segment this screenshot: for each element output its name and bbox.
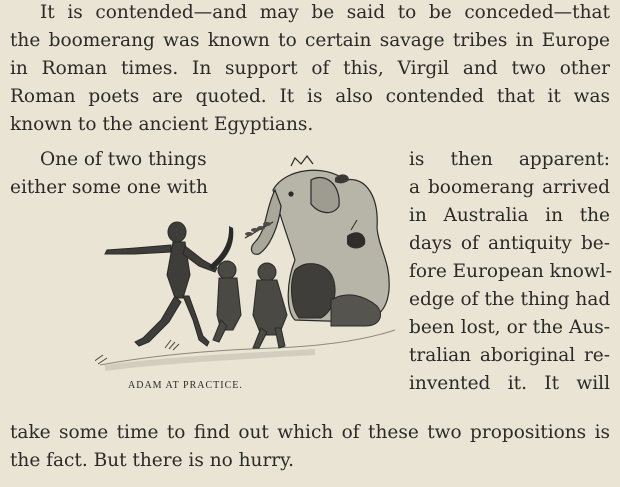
right-col-line-1: is then apparent: [409,149,610,170]
illustration-caption: ADAM AT PRACTICE. [128,380,243,391]
para1-line-2: the boomerang was known to certain savage tribes in Europe [10,30,610,51]
para1-line-3: in Roman times. In support of this, Virgil and two other [10,58,610,79]
para1-line-5: known to the ancient Egyptians. [10,114,314,135]
para1-line-4: Roman poets are quoted. It is also contended that it was [10,86,610,107]
tail-line-2: the fact. But there is no hurry. [10,450,295,471]
right-col-line-8: tralian aboriginal re- [409,345,610,366]
right-col-line-2: a boomerang arrived [409,177,610,198]
left-col-line-1: One of two things [40,149,207,170]
para1-line-1: It is contended—and may be said to be conceded—that [40,2,610,23]
left-col-line-2: either some one with [10,177,208,198]
right-col-line-9: invented it. It will [409,373,610,394]
right-col-line-7: been lost, or the Aus- [409,317,610,338]
right-col-line-4: days of antiquity be- [409,233,610,254]
adam-at-practice-illustration [95,150,400,375]
right-col-line-6: edge of the thing had [409,289,611,310]
right-col-line-3: in Australia in the [409,205,610,226]
right-col-line-5: fore European knowl- [409,261,612,282]
tail-line-1: take some time to find out which of these two propositions is [10,422,610,443]
